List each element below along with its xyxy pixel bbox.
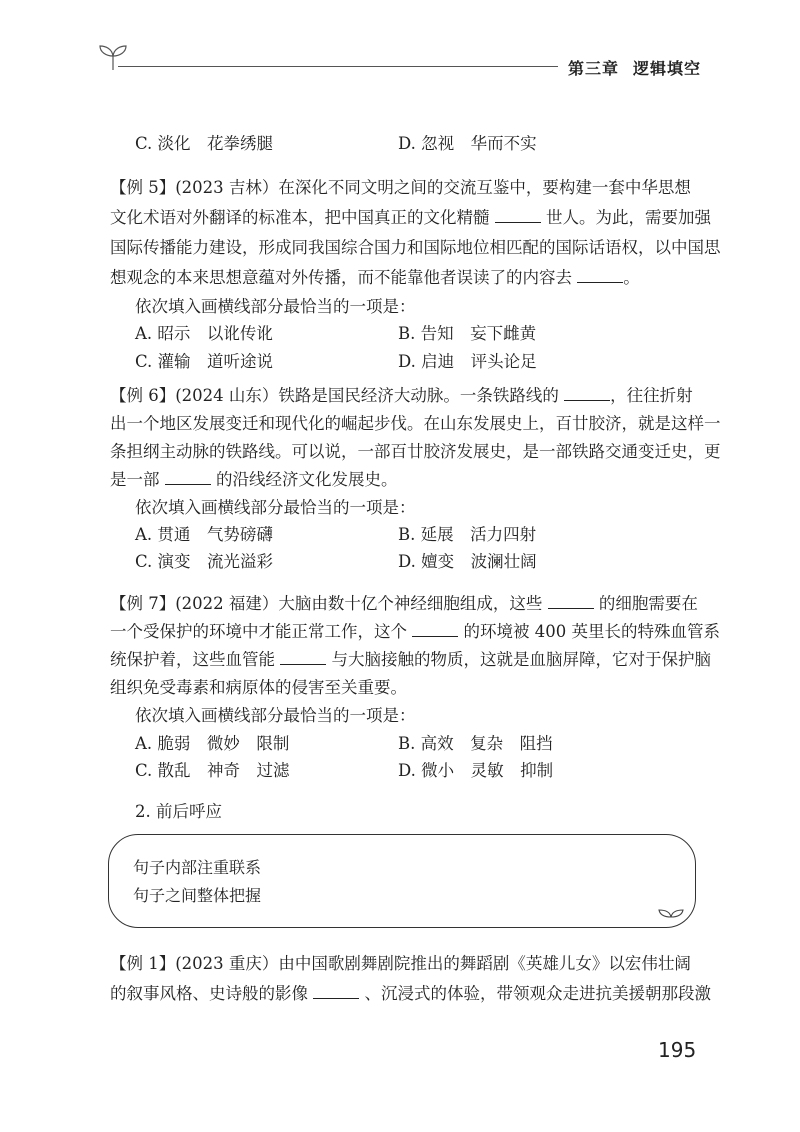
chapter-number: 第三章: [568, 59, 620, 78]
ex1-line1: 【例 1】(2023 重庆）由中国歌剧舞剧院推出的舞蹈剧《英雄儿女》以宏伟壮阔: [110, 954, 691, 973]
ex7-option-a: A. 脆弱 微妙 限制: [135, 734, 290, 753]
prev-option-c: C. 淡化 花拳绣腿: [135, 134, 274, 153]
answer-blank: [495, 208, 541, 223]
answer-blank: [313, 984, 359, 999]
ex6-option-c: C. 演变 流光溢彩: [135, 552, 274, 571]
leaf-icon: [657, 907, 685, 923]
ex5-option-c: C. 灌输 道听途说: [135, 352, 274, 371]
header-rule: [118, 66, 558, 67]
ex6-line3: 条担纲主动脉的铁路线。可以说，一部百廿胶济发展史，是一部铁路交通变迁史，更: [110, 442, 721, 461]
ex5-option-d: D. 启迪 评头论足: [398, 352, 537, 371]
ex6-option-d: D. 嬗变 波澜壮阔: [398, 552, 537, 571]
ex7-line1: 【例 7】(2022 福建）大脑由数十亿个神经细胞组成，这些 的细胞需要在: [110, 594, 698, 613]
answer-blank: [548, 594, 594, 609]
ex7-option-d: D. 微小 灵敏 抑制: [398, 761, 554, 780]
ex7-line4: 组织免受毒素和病原体的侵害至关重要。: [110, 678, 407, 697]
answer-blank: [165, 470, 211, 485]
ex5-line2: 文化术语对外翻译的标准本，把中国真正的文化精髓 世人。为此，需要加强: [110, 208, 711, 227]
ex7-line2: 一个受保护的环境中才能正常工作，这个 的环境被 400 英里长的特殊血管系: [110, 622, 720, 641]
answer-blank: [412, 622, 458, 637]
ex5-option-b: B. 告知 妄下雌黄: [398, 324, 537, 343]
page-number: 195: [658, 1038, 697, 1062]
ex5-option-a: A. 昭示 以讹传讹: [135, 324, 273, 343]
ex5-line1: 【例 5】(2023 吉林）在深化不同文明之间的交流互鉴中，要构建一套中华思想: [110, 178, 691, 197]
tip-line-2: 句子之间整体把握: [133, 886, 262, 905]
ex6-option-a: A. 贯通 气势磅礴: [135, 525, 273, 544]
answer-blank: [564, 386, 610, 401]
ex7-line3: 统保护着，这些血管能 与大脑接触的物质，这就是血脑屏障，它对于保护脑: [110, 650, 711, 669]
ex7-option-b: B. 高效 复杂 阻挡: [398, 734, 553, 753]
ex6-question: 依次填入画横线部分最恰当的一项是：: [135, 498, 416, 517]
chapter-heading: [568, 56, 715, 79]
tip-box: [108, 834, 696, 928]
ex6-option-b: B. 延展 活力四射: [398, 525, 537, 544]
ex5-question: 依次填入画横线部分最恰当的一项是：: [135, 297, 416, 316]
answer-blank: [280, 650, 326, 665]
ex5-line3: 国际传播能力建设，形成同我国综合国力和国际地位相匹配的国际话语权，以中国思: [110, 238, 721, 257]
section-heading: 2. 前后呼应: [135, 802, 222, 821]
ex5-line4: 想观念的本来思想意蕴对外传播，而不能靠他者误读了的内容去 。: [110, 268, 640, 287]
ex1-line2: 的叙事风格、史诗般的影像 、沉浸式的体验，带领观众走进抗美援朝那段激: [110, 984, 711, 1003]
prev-option-d: D. 忽视 华而不实: [398, 134, 537, 153]
chapter-title: 逻辑填空: [633, 59, 702, 78]
ex6-line1: 【例 6】(2024 山东）铁路是国民经济大动脉。一条铁路线的 ，往往折射: [110, 386, 693, 405]
ex6-line4: 是一部 的沿线经济文化发展史。: [110, 470, 398, 489]
ex6-line2: 出一个地区发展变迁和现代化的崛起步伐。在山东发展史上，百廿胶济，就是这样一: [110, 414, 721, 433]
ex7-question: 依次填入画横线部分最恰当的一项是：: [135, 706, 416, 725]
tip-line-1: 句子内部注重联系: [133, 858, 262, 877]
leaf-sprout-icon: [96, 40, 130, 74]
answer-blank: [577, 268, 623, 283]
ex7-option-c: C. 散乱 神奇 过滤: [135, 761, 290, 780]
